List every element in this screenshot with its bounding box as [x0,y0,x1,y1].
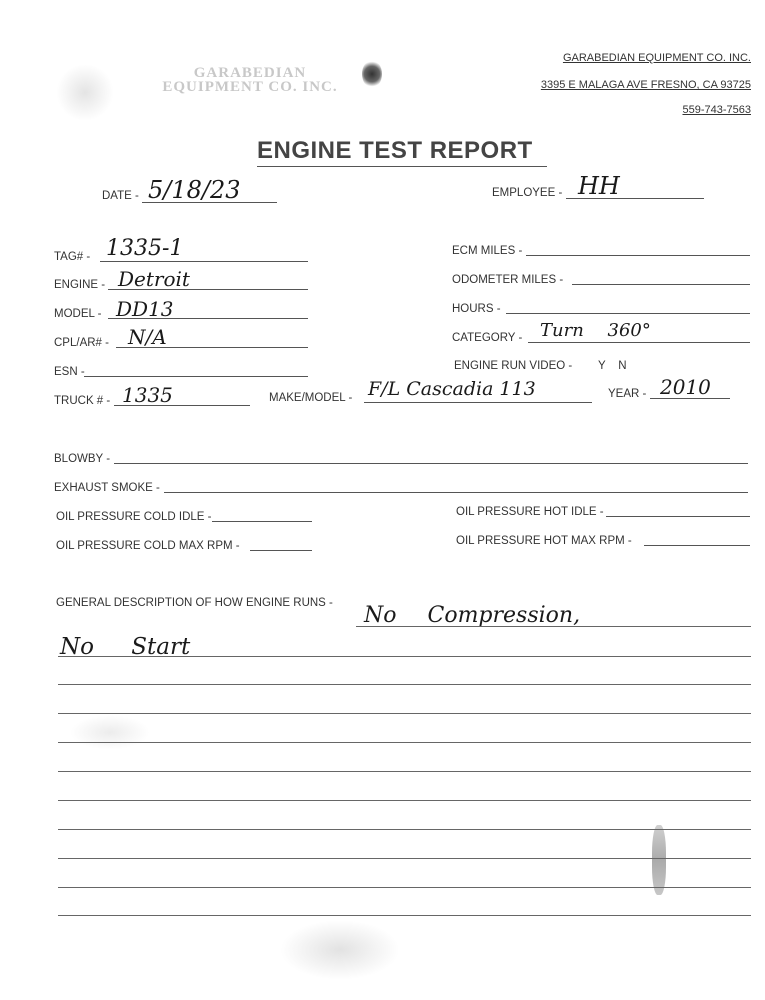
oil-hot-max-field[interactable] [644,545,750,546]
oil-cold-max-label: OIL PRESSURE COLD MAX RPM - [56,540,240,552]
hours-label: HOURS - [452,303,501,315]
scan-smudge [280,920,400,980]
date-value: 5/18/23 [148,176,241,204]
year-label: YEAR - [608,388,647,400]
stamp-line-1: GARABEDIAN [193,65,307,81]
description-line [58,713,751,714]
description-line [58,684,751,685]
year-value: 2010 [660,375,711,399]
odometer-label: ODOMETER MILES - [452,274,564,286]
truck-value: 1335 [122,383,173,407]
oil-hot-max-label: OIL PRESSURE HOT MAX RPM - [456,535,632,547]
cpl-label: CPL/AR# - [54,337,109,349]
make-model-label: MAKE/MODEL - [269,392,353,404]
description-line [58,742,751,743]
run-video-options[interactable]: Y N [598,360,627,372]
company-phone: 559-743-7563 [682,104,751,116]
company-stamp [150,66,350,94]
model-label: MODEL - [54,308,102,320]
category-field[interactable] [528,342,750,343]
description-line [58,915,751,916]
description-line [58,858,751,859]
tag-field[interactable] [100,261,308,262]
description-line [58,656,751,657]
oil-hot-idle-field[interactable] [606,516,750,517]
employee-value: HH [578,172,620,200]
blowby-label: BLOWBY - [54,453,111,465]
stamp-line-2: EQUIPMENT CO. INC. [162,79,338,95]
oil-cold-max-field[interactable] [250,550,312,551]
make-model-field[interactable] [364,402,592,403]
general-description-line-1: No Compression, [364,603,581,628]
company-address: 3395 E MALAGA AVE FRESNO, CA 93725 [540,79,751,91]
model-value: DD13 [116,297,174,321]
odometer-field[interactable] [572,284,750,285]
esn-field[interactable] [84,376,308,377]
description-line [356,626,751,627]
description-line [58,829,751,830]
cpl-value: N/A [128,325,167,349]
description-line [58,887,751,888]
scan-smudge [55,65,115,120]
engine-label: ENGINE - [54,279,106,291]
exhaust-field[interactable] [164,492,748,493]
exhaust-label: EXHAUST SMOKE - [54,482,160,494]
employee-label: EMPLOYEE - [492,187,563,199]
run-video-label: ENGINE RUN VIDEO - [454,360,573,372]
hours-field[interactable] [506,313,750,314]
description-line [58,771,751,772]
tag-value: 1335-1 [106,236,184,261]
date-label: DATE - [102,190,139,202]
company-name: GARABEDIAN EQUIPMENT CO. INC. [562,52,751,64]
oil-cold-idle-field[interactable] [212,521,312,522]
make-model-value: F/L Cascadia 113 [368,378,536,400]
scan-smudge [70,715,150,750]
category-value: Turn 360° [540,320,651,341]
ecm-miles-field[interactable] [526,255,750,256]
general-description-line-2: No Start [60,634,191,660]
general-description-label: GENERAL DESCRIPTION OF HOW ENGINE RUNS - [56,597,333,609]
truck-label: TRUCK # - [54,395,111,407]
page-title: ENGINE TEST REPORT [257,137,547,167]
ink-blot-icon [362,60,382,88]
ecm-miles-label: ECM MILES - [452,245,523,257]
engine-value: Detroit [118,267,190,291]
tag-label: TAG# - [54,251,91,263]
oil-hot-idle-label: OIL PRESSURE HOT IDLE - [456,506,604,518]
esn-label: ESN - [54,366,85,378]
scan-mark [652,825,666,895]
blowby-field[interactable] [114,463,748,464]
description-line [58,800,751,801]
category-label: CATEGORY - [452,332,523,344]
oil-cold-idle-label: OIL PRESSURE COLD IDLE - [56,511,212,523]
